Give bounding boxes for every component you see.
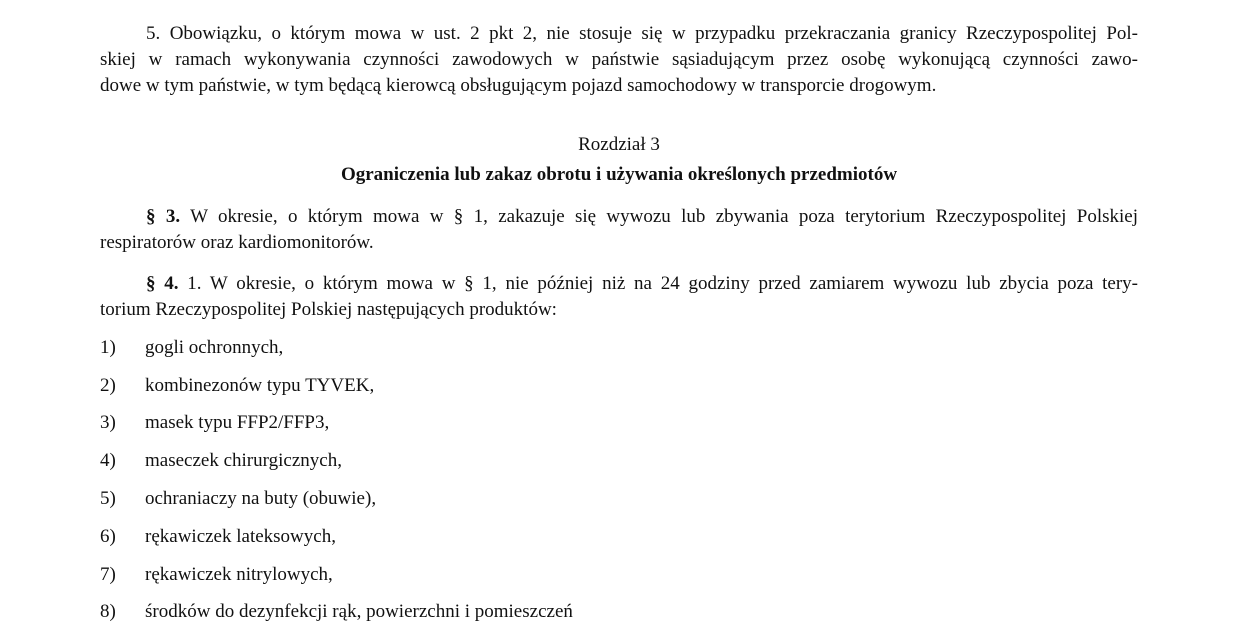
list-number: 7) <box>100 564 116 585</box>
list-item <box>100 410 1138 436</box>
paragraph-ust-5 <box>100 21 1138 99</box>
list-item <box>100 599 1138 625</box>
list-number: 1) <box>100 337 116 358</box>
paragraph-sec-3 <box>100 204 1138 256</box>
paragraph-line: skiej w ramach wykonywania czynności zawodowych w państwie sąsiadującym przez osobę wykonującą czynności zawo- <box>100 49 1138 70</box>
paragraph-line <box>100 204 1138 230</box>
list-text: maseczek chirurgicznych, <box>145 450 342 471</box>
paragraph-line: 5. Obowiązku, o którym mowa w ust. 2 pkt 2, nie stosuje się w przypadku przekraczania granicy Rzeczypospolitej Pol- <box>146 23 1138 44</box>
section-sign: § 3. <box>146 206 181 227</box>
paragraph-line: dowe w tym państwie, w tym będącą kierowcą obsługującym pojazd samochodowy w transporcie drogowym. <box>100 75 937 96</box>
chapter-number: Rozdział 3 <box>578 134 660 155</box>
paragraph-text: 1. W okresie, o którym mowa w § 1, nie później niż na 24 godziny przed zamiarem wywozu lub zbycia poza tery- <box>178 273 1139 294</box>
list-text: rękawiczek nitrylowych, <box>145 564 333 585</box>
list-item <box>100 335 1138 361</box>
paragraph-line: torium Rzeczypospolitej Polskiej następujących produktów: <box>100 299 557 320</box>
list-text: środków do dezynfekcji rąk, powierzchni i pomieszczeń <box>145 601 573 622</box>
list-item <box>100 486 1138 512</box>
list-number: 3) <box>100 412 116 433</box>
list-number: 8) <box>100 601 116 622</box>
list-number: 4) <box>100 450 116 471</box>
section-sign: § 4. <box>146 273 179 294</box>
list-number: 6) <box>100 526 116 547</box>
list-text: gogli ochronnych, <box>145 337 284 358</box>
chapter-title: Ograniczenia lub zakaz obrotu i używania określonych przedmiotów <box>340 164 898 185</box>
paragraph-text: W okresie, o którym mowa w § 1, zakazuje się wywozu lub zbywania poza terytorium Rzeczypospolitej Polskiej <box>180 206 1139 227</box>
list-item <box>100 524 1138 550</box>
paragraph-sec-4 <box>100 271 1138 323</box>
list-text: rękawiczek lateksowych, <box>145 526 336 547</box>
list-item <box>100 448 1138 474</box>
paragraph-line <box>100 271 1138 297</box>
list-item <box>100 562 1138 588</box>
list-item <box>100 373 1138 399</box>
list-number: 2) <box>100 375 116 396</box>
paragraph-line: respiratorów oraz kardiomonitorów. <box>100 232 374 253</box>
list-number: 5) <box>100 488 116 509</box>
list-text: masek typu FFP2/FFP3, <box>145 412 330 433</box>
list-text: ochraniaczy na buty (obuwie), <box>145 488 377 509</box>
list-text: kombinezonów typu TYVEK, <box>145 375 375 396</box>
